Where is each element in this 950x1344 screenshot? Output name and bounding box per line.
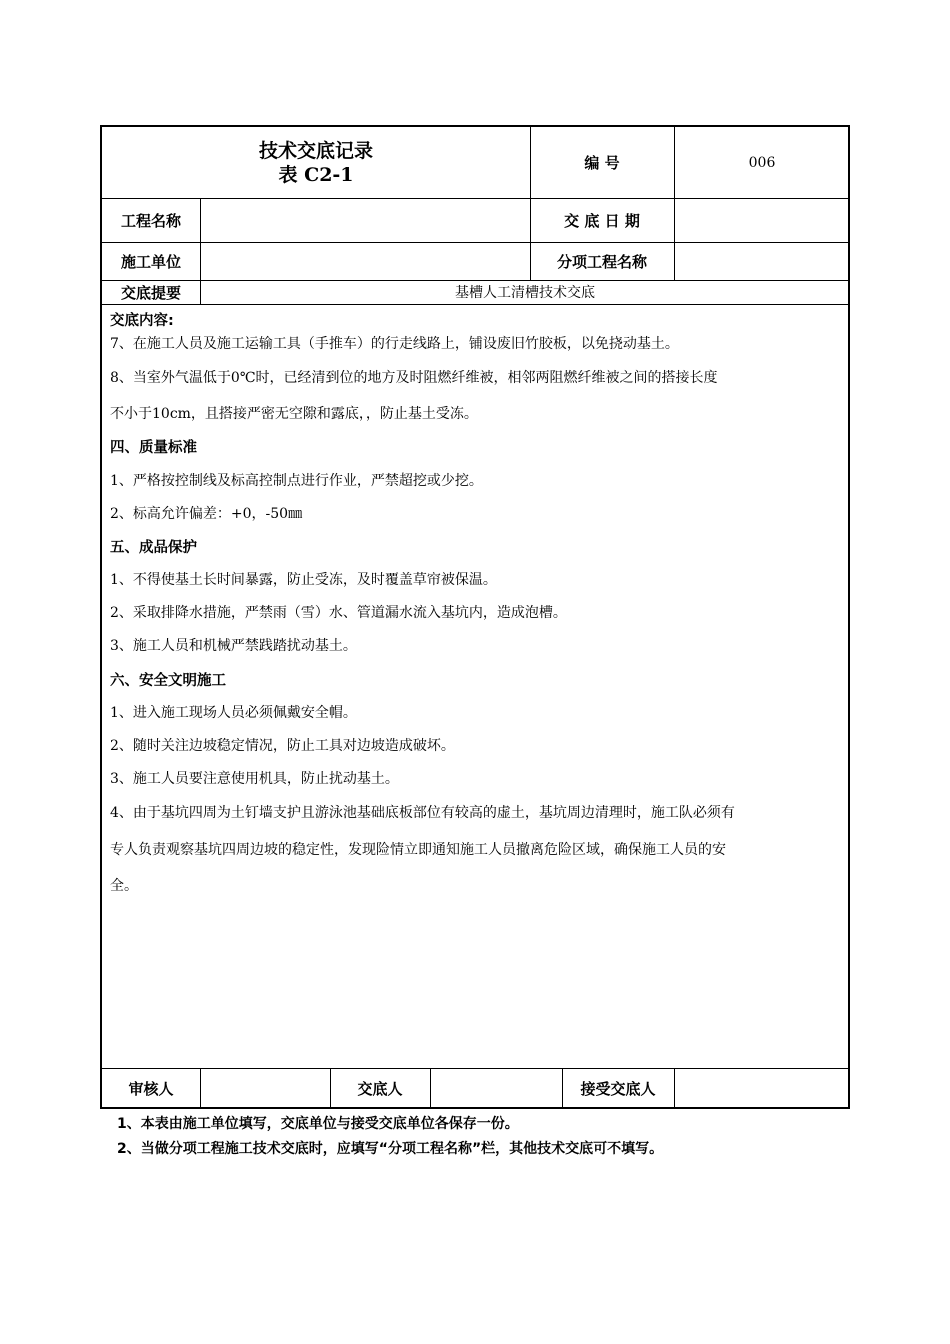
sub-project-label: 分项工程名称 [556,252,647,271]
content-line: 2、随时关注边坡稳定情况，防止工具对边坡造成破坏。 [110,738,455,754]
number-value[interactable]: 006 [748,154,776,171]
content-line: 专人负责观察基坑四周边坡的稳定性，发现险情立即通知施工人员撤离危险区域，确保施工人员的安 [110,842,726,858]
content-line: 8、当室外气温低于0℃时，已经清到位的地方及时阻燃纤维被，相邻两阻燃纤维被之间的搭接长度 [110,370,718,386]
form-title [102,127,530,198]
technical-disclosure-form [100,125,850,1109]
construction-unit-field[interactable] [200,242,530,280]
content-line: 1、不得使基土长时间暴露，防止受冻，及时覆盖草帘被保温。 [110,572,497,588]
content-line: 7、在施工人员及施工运输工具（手推车）的行走线路上，铺设废旧竹胶板，以免挠动基土。 [110,336,679,352]
construction-unit-label: 施工单位 [120,252,181,271]
content-line: 3、施工人员和机械严禁践踏扰动基土。 [110,638,357,654]
number-label: 编 号 [584,154,620,172]
form-title-main: 技术交底记录 [258,139,373,162]
reviewer-label: 审核人 [128,1080,174,1098]
summary-label: 交底提要 [120,283,181,302]
project-name-field[interactable] [200,198,530,242]
content-line: 2、采取排降水措施，严禁雨（雪）水、管道漏水流入基坑内，造成泡槽。 [110,605,567,621]
content-line: 3、施工人员要注意使用机具，防止扰动基土。 [110,771,399,787]
disclosure-date-label: 交 底 日 期 [564,211,640,230]
sub-project-field[interactable] [674,242,850,280]
content-line: 4、由于基坑四周为土钉墙支护且游泳池基础底板部位有较高的虚土，基坑周边清理时，施工队必须有 [110,805,735,821]
row-divider [102,304,848,305]
content-line: 1、进入施工现场人员必须佩戴安全帽。 [110,705,357,721]
receiver-label: 接受交底人 [580,1080,656,1098]
footnote: 2、当做分项工程施工技术交底时，应填写“分项工程名称”栏，其他技术交底可不填写。 [117,1141,664,1157]
form-title-code: 表 C2-1 [278,163,354,186]
content-line: 全。 [110,878,138,894]
content-label: 交底内容: [110,313,174,329]
content-line: 1、严格按控制线及标高控制点进行作业，严禁超挖或少挖。 [110,473,483,489]
footnote: 1、本表由施工单位填写，交底单位与接受交底单位各保存一份。 [117,1116,519,1132]
content-line: 2、标高允许偏差：+0，-50㎜ [110,506,303,522]
reviewer-field[interactable] [200,1068,330,1109]
content-line: 不小于10cm，且搭接严密无空隙和露底，，防止基土受冻。 [110,406,478,422]
section-heading: 四、质量标准 [110,440,197,456]
project-name-label: 工程名称 [120,211,181,230]
presenter-label: 交底人 [357,1080,403,1098]
summary-field[interactable]: 基槽人工清槽技术交底 [455,285,595,301]
presenter-field[interactable] [430,1068,562,1109]
disclosure-date-field[interactable] [674,198,850,242]
section-heading: 五、成品保护 [110,540,197,556]
receiver-field[interactable] [674,1068,850,1109]
section-heading: 六、安全文明施工 [110,673,226,689]
